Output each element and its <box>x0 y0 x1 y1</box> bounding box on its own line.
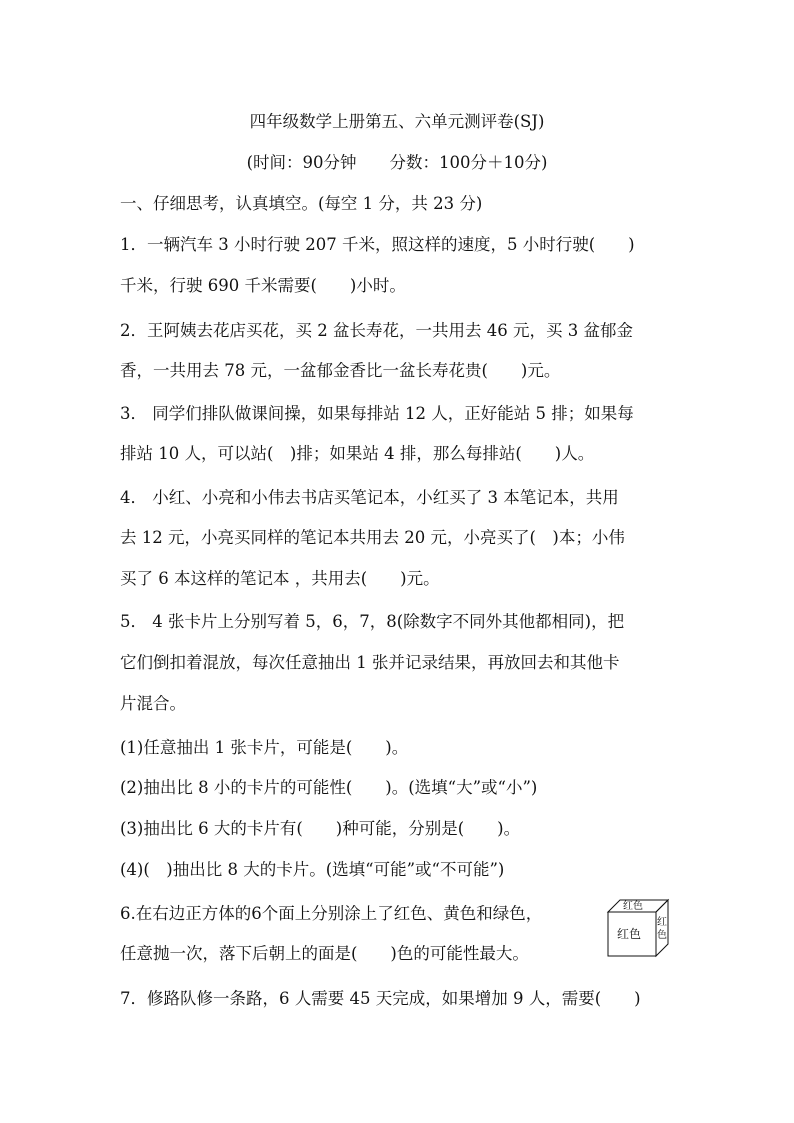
question-5-sub-4: (4)( )抽出比 8 大的卡片。(选填“可能”或“不可能”) <box>120 860 505 879</box>
question-3-line-2: 排站 10 人，可以站( )排；如果站 4 排，那么每排站( )人。 <box>120 444 595 463</box>
question-2-line-2: 香，一共用去 78 元，一盆郁金香比一盆长寿花贵( )元。 <box>120 361 561 380</box>
question-6-line-2: 任意抛一次，落下后朝上的面是( )色的可能性最大。 <box>120 944 529 963</box>
question-5-sub-2: (2)抽出比 8 小的卡片的可能性( )。(选填“大”或“小”) <box>120 778 538 797</box>
question-2-line-1: 2．王阿姨去花店买花，买 2 盆长寿花，一共用去 46 元，买 3 盆郁金 <box>120 321 633 340</box>
section-heading: 一、仔细思考，认真填空。(每空 1 分，共 23 分) <box>120 194 483 213</box>
question-4-line-2: 去 12 元，小亮买同样的笔记本共用去 20 元，小亮买了( )本；小伟 <box>120 528 625 547</box>
question-4-line-1: 4． 小红、小亮和小伟去书店买笔记本，小红买了 3 本笔记本，共用 <box>120 488 619 507</box>
cube-figure <box>606 898 672 958</box>
question-5-sub-1: (1)任意抽出 1 张卡片，可能是( )。 <box>120 738 409 757</box>
question-4-line-3: 买了 6 本这样的笔记本 ，共用去( )元。 <box>120 569 440 588</box>
question-5-line-3: 片混合。 <box>120 694 186 713</box>
cube-front-label: 红色 <box>617 927 642 941</box>
cube-side-label-1: 红 <box>657 917 667 928</box>
cube-side-face <box>656 900 668 956</box>
page-title: 四年级数学上册第五、六单元测评卷(SJ) <box>249 112 545 131</box>
question-6-line-1: 6.在右边正方体的6个面上分别涂上了红色、黄色和绿色， <box>120 904 543 923</box>
question-7-line-1: 7．修路队修一条路，6 人需要 45 天完成，如果增加 9 人，需要( ) <box>120 989 641 1008</box>
question-1-line-1: 1．一辆汽车 3 小时行驶 207 千米，照这样的速度，5 小时行驶( ) <box>120 235 635 254</box>
question-3-line-1: 3． 同学们排队做课间操，如果每排站 12 人，正好能站 5 排；如果每 <box>120 404 634 423</box>
question-5-line-2: 它们倒扣着混放，每次任意抽出 1 张并记录结果，再放回去和其他卡 <box>120 653 620 672</box>
cube-side-label-2: 色 <box>657 930 667 941</box>
question-5-sub-3: (3)抽出比 6 大的卡片有( )种可能，分别是( )。 <box>120 819 521 838</box>
cube-top-label: 红色 <box>623 901 643 912</box>
question-1-line-2: 千米，行驶 690 千米需要( )小时。 <box>120 276 406 295</box>
question-5-line-1: 5． 4 张卡片上分别写着 5，6，7，8(除数字不同外其他都相同)，把 <box>120 612 625 631</box>
page-subtitle: (时间：90分钟 分数：100分＋10分) <box>246 153 548 172</box>
